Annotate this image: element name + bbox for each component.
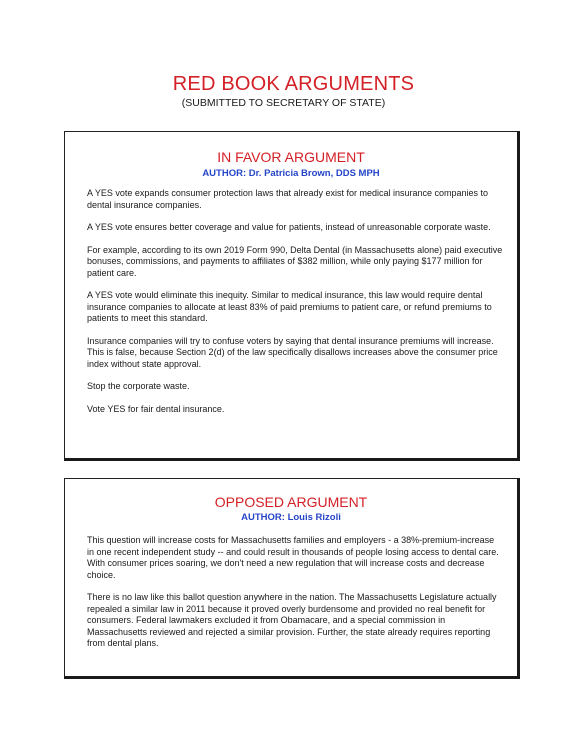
- in-favor-paragraph-4: A YES vote would eliminate this inequity. Similar to medical insurance, this law would require dental insurance companies to allocate at least 83% of paid premiums to patient care, or refund premiums to patients to meet this standard.: [87, 290, 492, 323]
- in-favor-paragraph-2: A YES vote ensures better coverage and value for patients, instead of unreasonable corporate waste.: [87, 222, 491, 232]
- opposed-paragraph-2: There is no law like this ballot question anywhere in the nation. The Massachusetts Legislature actually repealed a similar law in 2011 because it proved overly burdensome and provided no real benefit for consumers. Federal lawmakers excluded it from Obamacare, and a special commission in Massachusetts reviewed and rejected a similar provision. Further, the state already requires reporting from dental plans.: [87, 592, 497, 648]
- in-favor-author: AUTHOR: Dr. Patricia Brown, DDS MPH: [202, 168, 380, 179]
- in-favor-paragraph-3: For example, according to its own 2019 Form 990, Delta Dental (in Massachusetts alone) paid executive bonuses, commissions, and payments to affiliates of $382 million, while only paying $177 million for patient care.: [87, 244, 503, 278]
- in-favor-body: [87, 188, 503, 415]
- in-favor-argument-box: [64, 131, 520, 461]
- opposed-paragraph-1: This question will increase costs for Massachusetts families and employers - a 38%-premium-increase in one recent independent study -- and could result in thousands of people losing access to dental care. With consumer prices soaring, we don't need a new regulation that will increase costs and decrease choice.: [87, 535, 499, 580]
- opposed-body: [87, 535, 503, 650]
- page-subtitle: (SUBMITTED TO SECRETARY OF STATE): [181, 97, 386, 109]
- page-title: RED BOOK ARGUMENTS: [172, 73, 415, 95]
- in-favor-paragraph-6: Stop the corporate waste.: [87, 381, 190, 391]
- in-favor-paragraph-7: Vote YES for fair dental insurance.: [87, 403, 225, 414]
- opposed-argument-box: [64, 478, 520, 679]
- in-favor-heading: IN FAVOR ARGUMENT: [217, 149, 365, 165]
- in-favor-paragraph-1: A YES vote expands consumer protection laws that already exist for medical insurance companies to dental insurance companies.: [87, 188, 489, 210]
- opposed-heading: OPPOSED ARGUMENT: [214, 494, 368, 510]
- in-favor-paragraph-5: Insurance companies will try to confuse voters by saying that dental insurance premiums will increase. This is false, because Section 2(d) of the law specifically disallows increases above the consumer price index without state approval.: [87, 335, 498, 369]
- opposed-author: AUTHOR: Louis Rizoli: [241, 512, 341, 523]
